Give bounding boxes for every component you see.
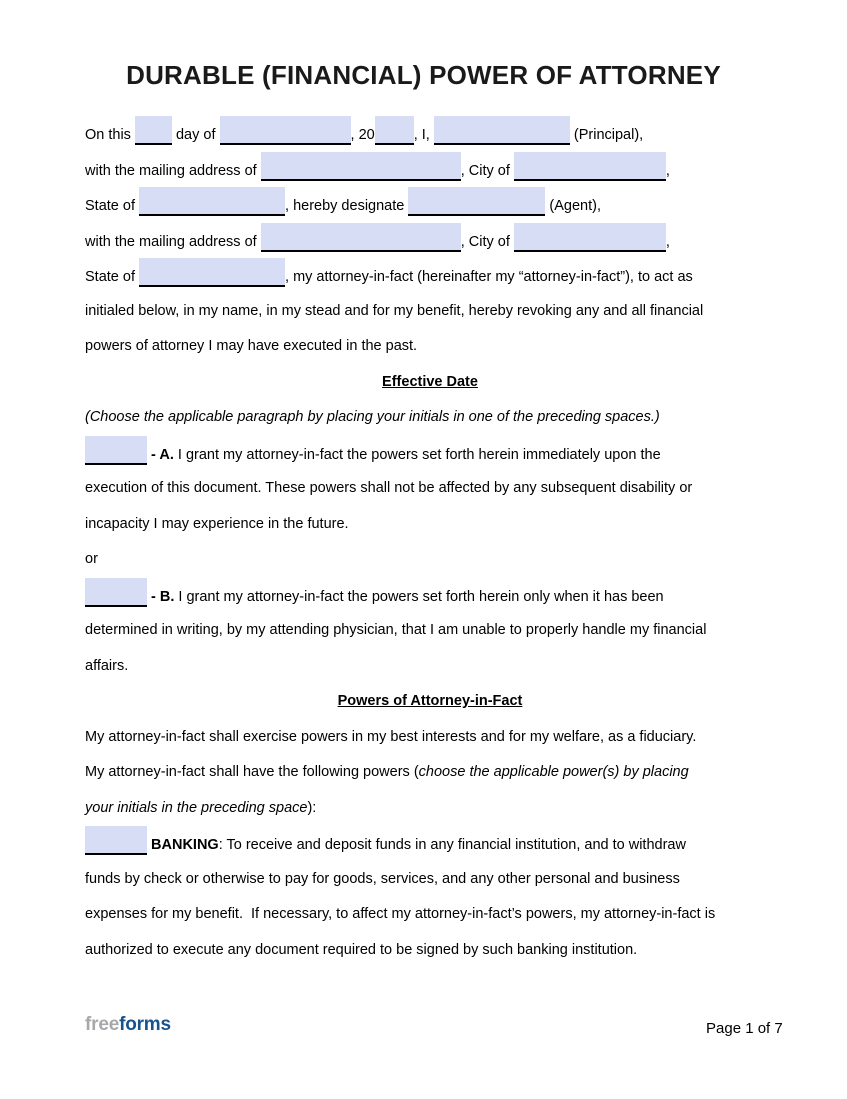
text-run: initialed below, in my name, in my stead and for my benefit, hereby revoking any and all financial: [85, 302, 704, 319]
text-run: or: [85, 551, 98, 567]
text-run: , hereby designate: [285, 198, 409, 214]
text-run: State of: [85, 198, 140, 214]
text-run: , City of: [460, 233, 514, 250]
agent-name-field[interactable]: [408, 187, 545, 216]
document-line: [85, 329, 775, 365]
text-run: , I,: [413, 127, 434, 143]
text-run: I grant my attorney-in-fact the powers set forth herein only when it has been: [174, 588, 664, 605]
text-run: expenses for my benefit. If necessary, to affect my attorney-in-fact’s powers, my attorney-in-fact is: [85, 906, 716, 922]
logo-text-free: free: [85, 1014, 120, 1035]
document-line: [85, 223, 775, 259]
document-line: [85, 578, 775, 614]
text-run: choose the applicable power(s) by placing: [418, 764, 689, 780]
agent-city-field[interactable]: [514, 223, 666, 252]
text-run: powers of attorney I may have executed in the past.: [85, 338, 418, 354]
principal-state-field[interactable]: [139, 187, 285, 216]
agent-address-field[interactable]: [261, 223, 461, 252]
text-run: My attorney-in-fact shall have the following powers (: [85, 764, 419, 780]
document-line: [85, 826, 775, 862]
document-line: [85, 897, 775, 933]
document-line: [85, 152, 775, 188]
document-line: [85, 542, 775, 578]
banking-initials-field[interactable]: [85, 826, 147, 855]
text-run: with the mailing address of: [85, 233, 261, 250]
text-run: ):: [307, 799, 317, 816]
text-run: , my attorney-in-fact (hereinafter my “attorney-in-fact”), to act as: [285, 269, 693, 285]
principal-address-field[interactable]: [261, 152, 461, 181]
day-field[interactable]: [135, 116, 172, 145]
document-line: [85, 755, 775, 791]
text-run: with the mailing address of: [85, 162, 261, 179]
page-title: DURABLE (FINANCIAL) POWER OF ATTORNEY: [126, 60, 721, 90]
document-line: [85, 258, 775, 294]
text-run: day of: [171, 127, 220, 143]
text-run: your initials in the preceding space: [85, 799, 308, 816]
freeforms-logo: [85, 1012, 171, 1038]
text-run: ,: [665, 162, 670, 179]
text-run: On this: [85, 127, 135, 143]
text-run: - B.: [147, 588, 175, 605]
section-heading: [85, 684, 775, 720]
text-run: , 20: [350, 127, 375, 143]
document-line: [85, 436, 775, 472]
document-line: [85, 791, 775, 827]
document-line: [85, 294, 775, 330]
text-run: BANKING: [151, 837, 219, 853]
agent-state-field[interactable]: [139, 258, 285, 287]
document-line: [85, 613, 775, 649]
text-run: (Choose the applicable paragraph by placing your initials in one of the preceding spaces.): [85, 409, 660, 425]
option-b-initials-field[interactable]: [85, 578, 147, 607]
text-run: I grant my attorney-in-fact the powers set forth herein immediately upon the: [173, 446, 661, 463]
document-line: [85, 933, 775, 969]
principal-name-field[interactable]: [434, 116, 570, 145]
section-heading: [85, 365, 775, 401]
text-run: determined in writing, by my attending physician, that I am unable to properly handle my financial: [85, 622, 707, 638]
document-line: [85, 507, 775, 543]
logo-text-forms: forms: [119, 1014, 171, 1035]
text-run: ,: [665, 233, 670, 250]
page-number: Page 1 of 7: [706, 1020, 783, 1037]
section-heading-text: Powers of Attorney-in-Fact: [337, 693, 523, 709]
text-run: funds by check or otherwise to pay for goods, services, and any other personal and business: [85, 870, 680, 887]
text-run: (Principal),: [569, 127, 644, 143]
document-line: [85, 187, 775, 223]
text-run: , City of: [460, 162, 514, 179]
text-run: authorized to execute any document required to be signed by such banking institution.: [85, 941, 638, 958]
document-line: [85, 400, 775, 436]
document-line: [85, 862, 775, 898]
text-run: - A.: [147, 446, 174, 463]
text-run: : To receive and deposit funds in any financial institution, and to withdraw: [218, 837, 686, 853]
section-heading-text: Effective Date: [382, 373, 478, 390]
text-run: incapacity I may experience in the future.: [85, 515, 349, 532]
document-line: [85, 471, 775, 507]
principal-city-field[interactable]: [514, 152, 666, 181]
document-line: [85, 649, 775, 685]
month-field[interactable]: [220, 116, 351, 145]
document-body: [85, 116, 775, 968]
text-run: State of: [85, 269, 140, 285]
text-run: My attorney-in-fact shall exercise powers in my best interests and for my welfare, as a fiduciary.: [85, 728, 697, 745]
document-line: [85, 720, 775, 756]
text-run: affairs.: [85, 657, 129, 674]
text-run: (Agent),: [545, 198, 601, 214]
option-a-initials-field[interactable]: [85, 436, 147, 465]
document-line: [85, 116, 775, 152]
text-run: execution of this document. These powers shall not be affected by any subsequent disability or: [85, 480, 693, 496]
year-field[interactable]: [375, 116, 414, 145]
